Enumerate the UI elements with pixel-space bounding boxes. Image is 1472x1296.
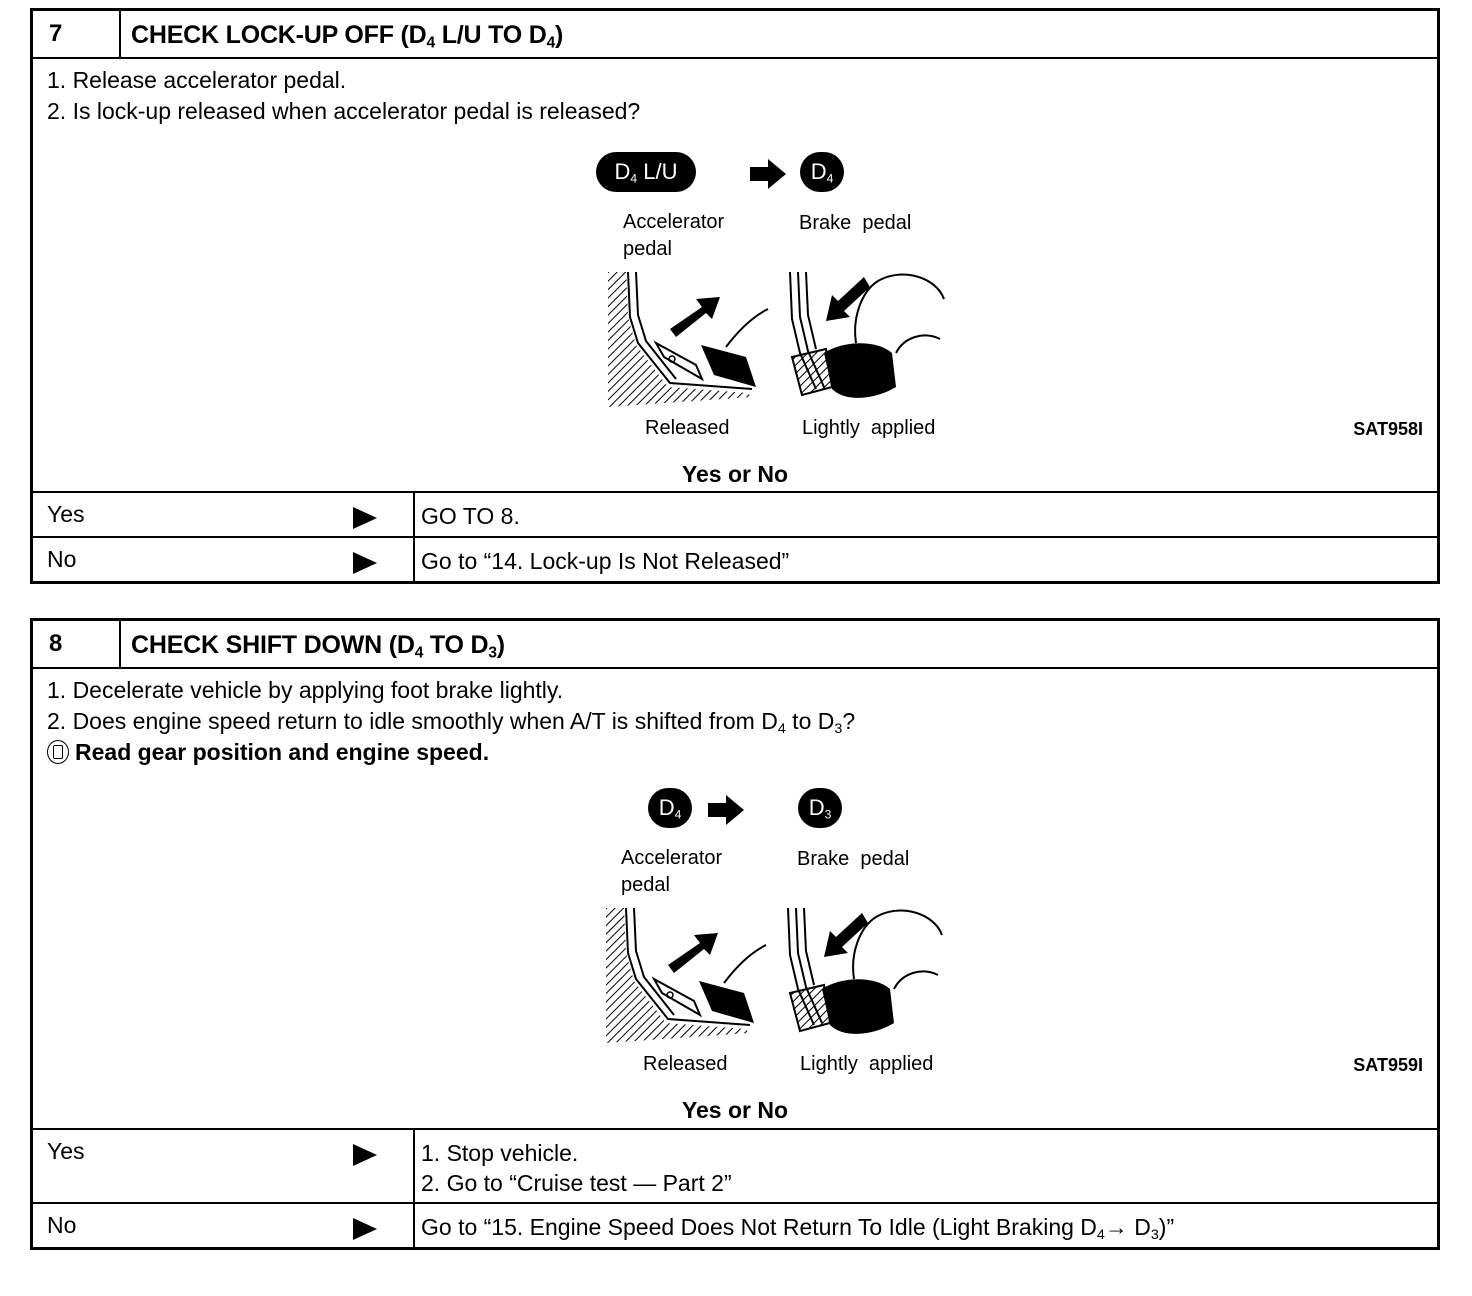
- lightly-applied-label: Lightly applied: [800, 1053, 934, 1075]
- pedal-illustration: [578, 783, 938, 1073]
- brake-pedal-label: Brake pedal: [799, 212, 912, 234]
- released-label: Released: [643, 1053, 728, 1075]
- pointer-triangle-icon: [353, 1218, 377, 1240]
- section-title: CHECK LOCK-UP OFF ($D_4$ L/U TO $D_4$): [131, 21, 564, 52]
- answer-line: 2. Go to “Cruise test — Part 2”: [421, 1170, 732, 1196]
- answer-key: Yes: [33, 1130, 415, 1202]
- arrow-right-icon: [706, 793, 746, 827]
- gear-badge-d3: $D_3$: [798, 788, 842, 828]
- accelerator-pedal-label: Accelerator pedal: [623, 211, 725, 260]
- lightly-applied-label: Lightly applied: [802, 417, 936, 439]
- gear-badge-d4: $D_4$: [800, 152, 844, 192]
- brake-pedal-label: Brake pedal: [797, 848, 910, 870]
- arrow-right-icon: [748, 157, 788, 191]
- step-1: 1. Release accelerator pedal.: [47, 67, 347, 93]
- answer-row-no: [33, 1204, 1437, 1247]
- step-1: 1. Decelerate vehicle by applying foot brake lightly.: [47, 677, 564, 703]
- answer-value: [421, 1130, 1437, 1206]
- section-header: [33, 11, 1437, 59]
- pedal-illustration: [578, 147, 938, 437]
- step-2: 2. Does engine speed return to idle smoothly when A/T is shifted from $D_4$ to $D_3$?: [47, 708, 856, 737]
- answer-value: Go to “14. Lock-up Is Not Released”: [421, 548, 790, 574]
- pointer-triangle-icon: [353, 507, 377, 529]
- gear-badge-d4: $D_4$: [648, 788, 692, 828]
- answer-key: No: [33, 1204, 415, 1247]
- step-number: 7: [33, 11, 121, 57]
- released-label: Released: [645, 417, 730, 439]
- section-header: [33, 621, 1437, 669]
- yes-or-no-prompt: Yes or No: [681, 1097, 789, 1123]
- pedal-drawing-icon: [606, 257, 946, 407]
- pointer-triangle-icon: [353, 1144, 377, 1166]
- figure-code: SAT959I: [1353, 1055, 1423, 1075]
- answer-row-yes: [33, 1130, 1437, 1204]
- answer-value: GO TO 8.: [421, 503, 520, 529]
- monitor-note: Read gear position and engine speed.: [47, 737, 855, 768]
- procedure-steps: [47, 65, 640, 127]
- monitor-icon: [47, 740, 69, 764]
- answer-key: No: [33, 538, 415, 581]
- figure-code: SAT958I: [1353, 419, 1423, 439]
- procedure-steps: [47, 675, 855, 768]
- answer-line: 1. Stop vehicle.: [421, 1140, 579, 1166]
- step-number: 8: [33, 621, 121, 667]
- answer-table: [33, 1128, 1437, 1247]
- section-title: CHECK SHIFT DOWN ($D_4$ TO $D_3$): [131, 631, 505, 662]
- accelerator-pedal-label: Accelerator pedal: [621, 847, 723, 896]
- answer-key: Yes: [33, 493, 415, 536]
- check-shift-down-section: [30, 618, 1440, 1250]
- answer-table: [33, 491, 1437, 581]
- pedal-drawing-icon: [604, 893, 944, 1043]
- yes-or-no-prompt: Yes or No: [681, 461, 789, 487]
- answer-value: Go to “15. Engine Speed Does Not Return To Idle (Light Braking $D_4\to D_3$)”: [421, 1214, 1175, 1243]
- pointer-triangle-icon: [353, 552, 377, 574]
- answer-row-yes: [33, 493, 1437, 538]
- check-lockup-off-section: [30, 8, 1440, 584]
- gear-badge-d4-lu: $D_4$ L/U: [596, 152, 696, 192]
- answer-row-no: [33, 538, 1437, 581]
- step-2: 2. Is lock-up released when accelerator pedal is released?: [47, 98, 641, 124]
